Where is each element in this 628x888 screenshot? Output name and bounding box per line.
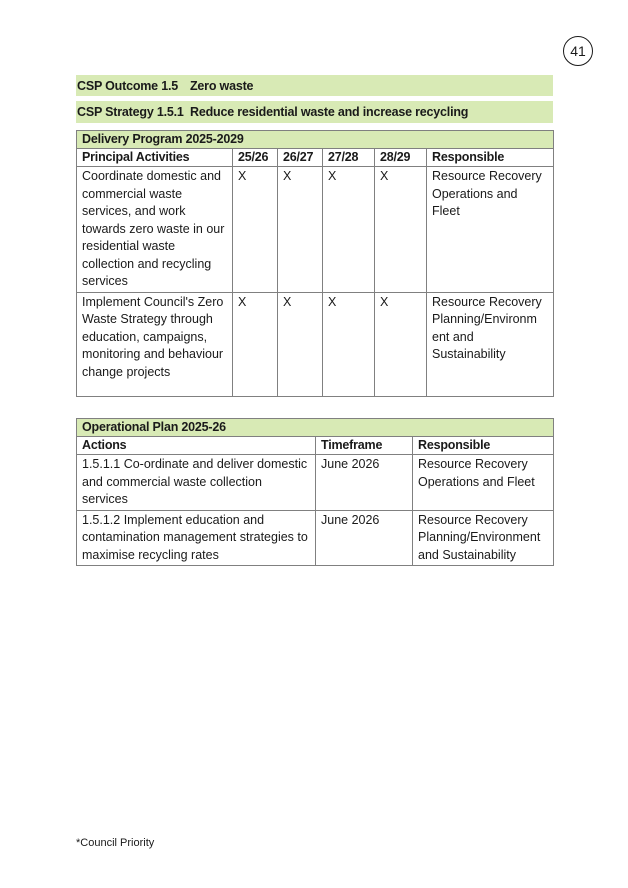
year-mark: X <box>278 292 323 396</box>
column-header-activities: Principal Activities <box>77 149 233 167</box>
timeframe-cell: June 2026 <box>316 510 413 566</box>
year-mark: X <box>323 167 375 293</box>
table-row <box>77 292 554 396</box>
year-mark: X <box>375 292 427 396</box>
column-header-year: 25/26 <box>233 149 278 167</box>
year-mark: X <box>233 292 278 396</box>
column-header-year: 26/27 <box>278 149 323 167</box>
csp-strategy-title: Reduce residential waste and increase recycling <box>190 105 469 119</box>
year-mark: X <box>233 167 278 293</box>
table-row <box>77 510 554 566</box>
responsible-cell: Resource Recovery Planning/Environment and Sustainability <box>413 510 554 566</box>
action-cell: 1.5.1.2 Implement education and contamination management strategies to maximise recycling rates <box>77 510 316 566</box>
operational-plan-title: Operational Plan 2025-26 <box>77 419 554 437</box>
responsible-cell: Resource Recovery Operations and Fleet <box>427 167 554 293</box>
footnote-council-priority: *Council Priority <box>76 837 155 849</box>
timeframe-cell: June 2026 <box>316 455 413 511</box>
year-mark: X <box>278 167 323 293</box>
column-header-responsible: Responsible <box>413 437 554 455</box>
table-row <box>77 455 554 511</box>
csp-outcome-code: CSP Outcome 1.5 <box>77 78 178 93</box>
delivery-program-table <box>76 130 554 397</box>
activity-cell: Coordinate domestic and commercial waste services, and work towards zero waste in our residential waste collection and recycling services <box>77 167 233 293</box>
csp-outcome-title: Zero waste <box>190 78 254 93</box>
activity-cell: Implement Council's Zero Waste Strategy through education, campaigns, monitoring and behaviour change projects <box>77 292 233 396</box>
responsible-cell: Resource Recovery Operations and Fleet <box>413 455 554 511</box>
table-row <box>77 167 554 293</box>
operational-plan-table <box>76 418 554 566</box>
year-mark: X <box>375 167 427 293</box>
delivery-program-title: Delivery Program 2025-2029 <box>77 131 554 149</box>
csp-outcome-band <box>76 75 553 96</box>
column-header-year: 28/29 <box>375 149 427 167</box>
column-header-timeframe: Timeframe <box>316 437 413 455</box>
action-cell: 1.5.1.1 Co-ordinate and deliver domestic and commercial waste collection services <box>77 455 316 511</box>
year-mark: X <box>323 292 375 396</box>
responsible-cell: Resource Recovery Planning/Environm ent and Sustainability <box>427 292 554 396</box>
csp-strategy-band <box>76 101 553 123</box>
column-header-year: 27/28 <box>323 149 375 167</box>
column-header-actions: Actions <box>77 437 316 455</box>
page-number: 41 <box>563 36 593 66</box>
column-header-responsible: Responsible <box>427 149 554 167</box>
csp-strategy-code: CSP Strategy 1.5.1 <box>77 105 184 119</box>
